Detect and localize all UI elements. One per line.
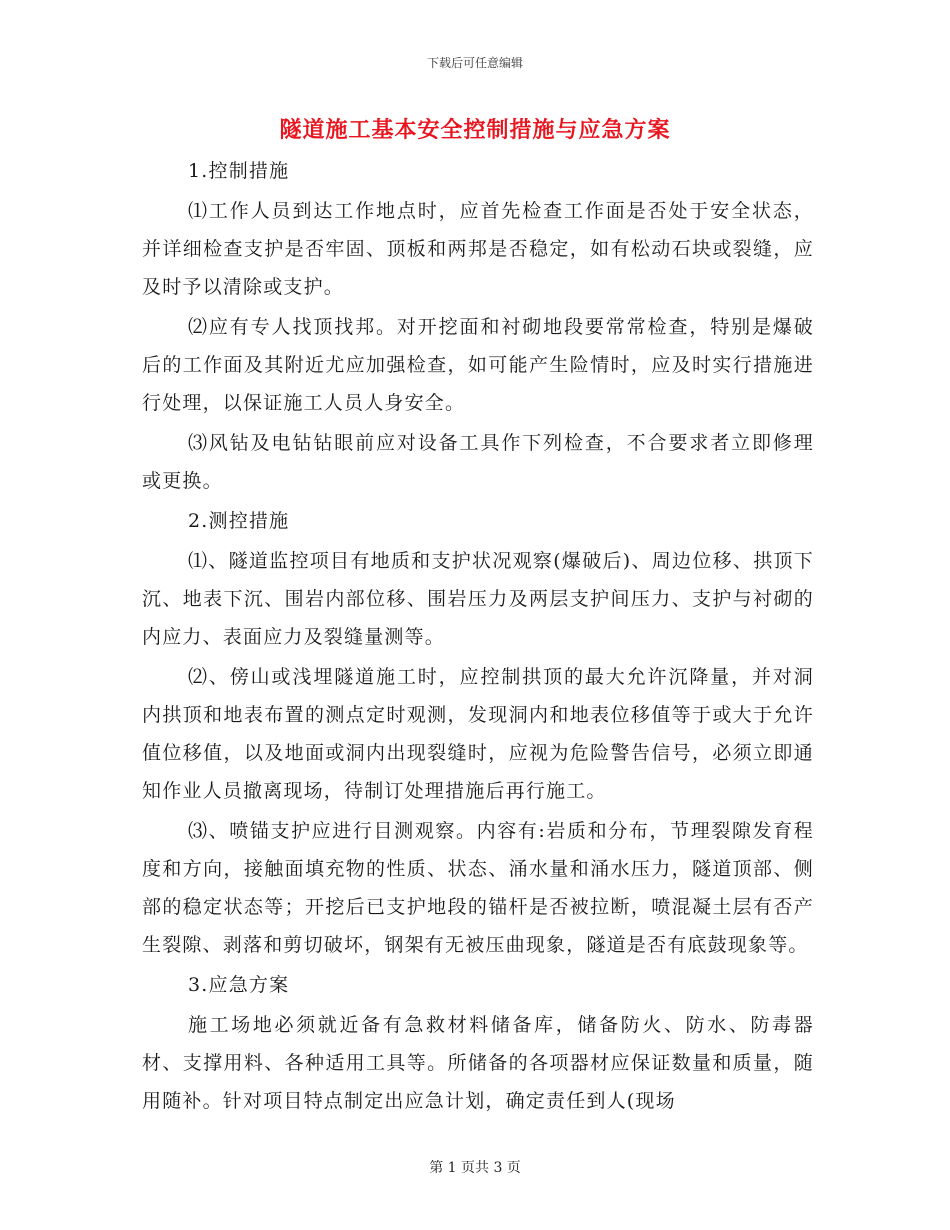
paragraph: ⑴、隧道监控项目有地质和支护状况观察(爆破后)、周边位移、拱顶下沉、地表下沉、围岩内部位移、围岩压力及两层支护间压力、支护与衬砌的内应力、表面应力及裂缝量测等。: [142, 550, 814, 648]
paragraph: ⑶、喷锚支护应进行目测观察。内容有:岩质和分布，节理裂隙发育程度和方向，接触面填充物的性质、状态、涌水量和涌水压力，隧道顶部、侧部的稳定状态等；开挖后已支护地段的锚杆是否被拉断，喷混凝土层有否产生裂隙、剥落和剪切破坏，钢架有无被压曲现象，隧道是否有底鼓现象等。: [142, 820, 814, 956]
section-heading-emergency-plan: 3.应急方案: [188, 974, 290, 996]
paragraph: ⑵、傍山或浅埋隧道施工时，应控制拱顶的最大允许沉降量，并对洞内拱顶和地表布置的测点定时观测，发现洞内和地表位移值等于或大于允许值位移值，以及地面或洞内出现裂缝时，应视为危险警告信号，必须立即通知作业人员撤离现场，待制订处理措施后再行施工。: [142, 666, 814, 802]
paragraph: ⑴工作人员到达工作地点时，应首先检查工作面是否处于安全状态，并详细检查支护是否牢固、顶板和两邦是否稳定，如有松动石块或裂缝，应及时予以清除或支护。: [142, 200, 814, 298]
paragraph: ⑵应有专人找顶找邦。对开挖面和衬砌地段要常常检查，特别是爆破后的工作面及其附近尤应加强检查，如可能产生险情时，应及时实行措施进行处理，以保证施工人员人身安全。: [142, 316, 814, 414]
section-heading-control-measures: 1.控制措施: [188, 160, 290, 182]
page-number: 第 1 页共 3 页: [429, 1160, 521, 1176]
document-body: [142, 152, 814, 1122]
paragraph: 施工场地必须就近备有急救材料储备库，储备防火、防水、防毒器材、支撑用料、各种适用工具等。所储备的各项器材应保证数量和质量，随用随补。针对项目特点制定出应急计划，确定责任到人(现场: [142, 1014, 814, 1112]
paragraph: ⑶风钻及电钻钻眼前应对设备工具作下列检查，不合要求者立即修理或更换。: [142, 432, 814, 492]
section-heading-monitoring-measures: 2.测控措施: [188, 510, 290, 532]
document-title: 隧道施工基本安全控制措施与应急方案: [279, 117, 671, 143]
header-note: 下载后可任意编辑: [426, 56, 523, 70]
